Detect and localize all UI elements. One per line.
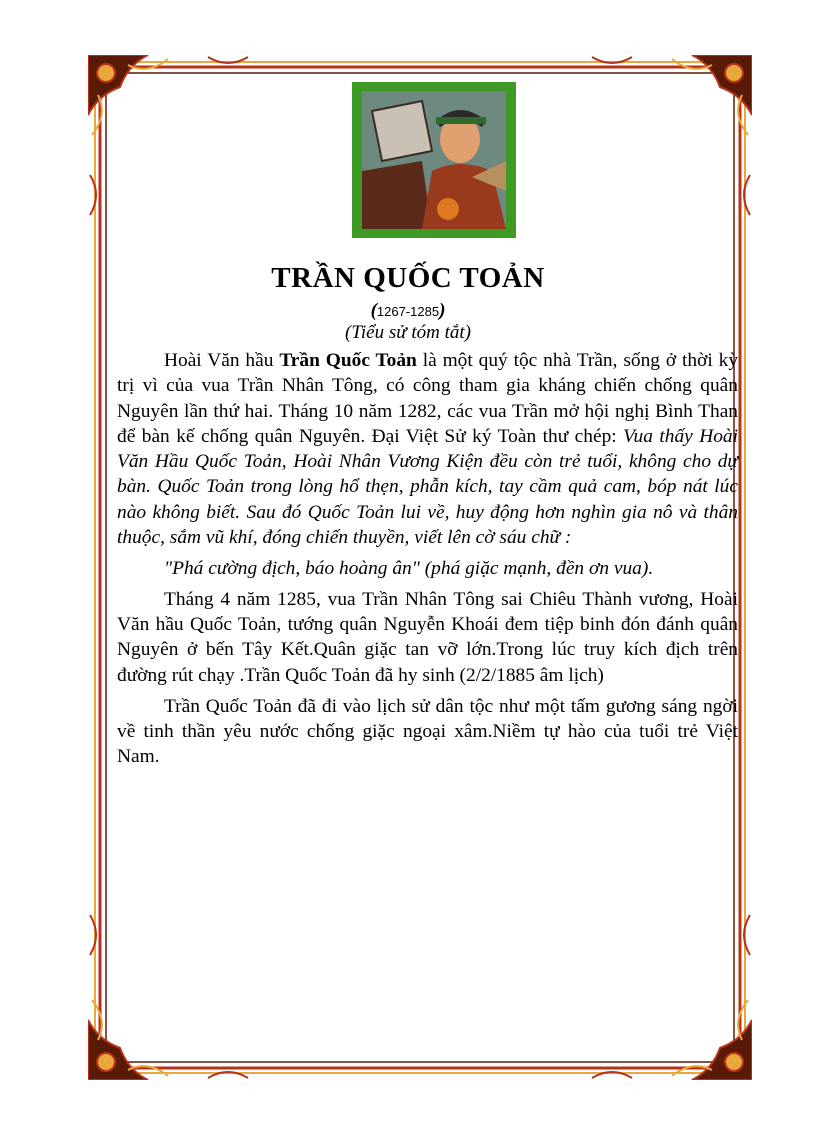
biography-paragraph-1	[117, 348, 738, 550]
biography-body	[117, 348, 738, 770]
corner-ornament-bottom-right	[672, 1000, 752, 1080]
portrait-frame	[352, 82, 516, 238]
biography-paragraph-3: Trần Quốc Toản đã đi vào lịch sử dân tộc như một tấm gương sáng ngời về tinh thần yêu nước chống giặc ngoại xâm.Niềm tự hào của tuổi trẻ Việt Nam.	[117, 695, 738, 768]
years-paren-open: (	[370, 300, 377, 321]
banner-slogan-quote	[117, 556, 738, 581]
warrior-portrait-image	[362, 91, 506, 229]
years-paren-close: )	[439, 300, 446, 321]
slogan-gloss: (phá giặc mạnh, đền ơn vua).	[419, 558, 654, 580]
paragraph-1-text: là một quý tộc nhà Trần, sống ở thời kỳ trị vì của vua Trần Nhân Tông, có công tham gia kháng chiến chống quân Nguyên lần thứ hai. Tháng 10 năm 1282, các vua Trần mở hội nghị Bình Than để bàn kế chống quân Nguyên. Đại Việt Sử ký Toàn thư chép:	[117, 350, 739, 447]
biography-paragraph-2: Tháng 4 năm 1285, vua Trần Nhân Tông sai Chiêu Thành vương, Hoài Văn hầu Quốc Toản, tướng quân Nguyễn Khoái đem tiệp binh đón đánh quân Nguyên ở bến Tây Kết.Quân giặc tan vỡ lớn.Trong lúc truy kích địch trên đường rút chạy .Trần Quốc Toản đã hy sinh (2/2/1885 âm lịch)	[117, 588, 738, 686]
corner-ornament-top-right	[672, 55, 752, 135]
years-range: 1267-1285	[376, 304, 440, 319]
corner-ornament-bottom-left	[88, 1000, 168, 1080]
life-years	[0, 300, 816, 322]
portrait-illustration	[362, 91, 506, 229]
subject-name: Trần Quốc Toản	[279, 350, 417, 371]
page-title: TRẦN QUỐC TOẢN	[271, 262, 545, 294]
corner-ornament-top-left	[88, 55, 168, 135]
paragraph-1-intro: Hoài Văn hầu	[164, 350, 280, 371]
slogan-text: "Phá cường địch, báo hoàng ân"	[164, 558, 420, 580]
page-subtitle: (Tiểu sử tóm tắt)	[345, 322, 471, 343]
chronicle-citation: Vua thấy Hoài Văn Hầu Quốc Toản, Hoài Nhân Vương Kiện đều còn trẻ tuổi, không cho dự bàn. Quốc Toản trong lòng hổ thẹn, phẫn kích, tay cầm quả cam, bóp nát lúc nào không biết. Sau đó Quốc Toản lui về, huy động hơn nghìn gia nô và thân thuộc, sắm vũ khí, đóng chiến thuyền, viết lên cờ sáu chữ :	[117, 425, 738, 549]
